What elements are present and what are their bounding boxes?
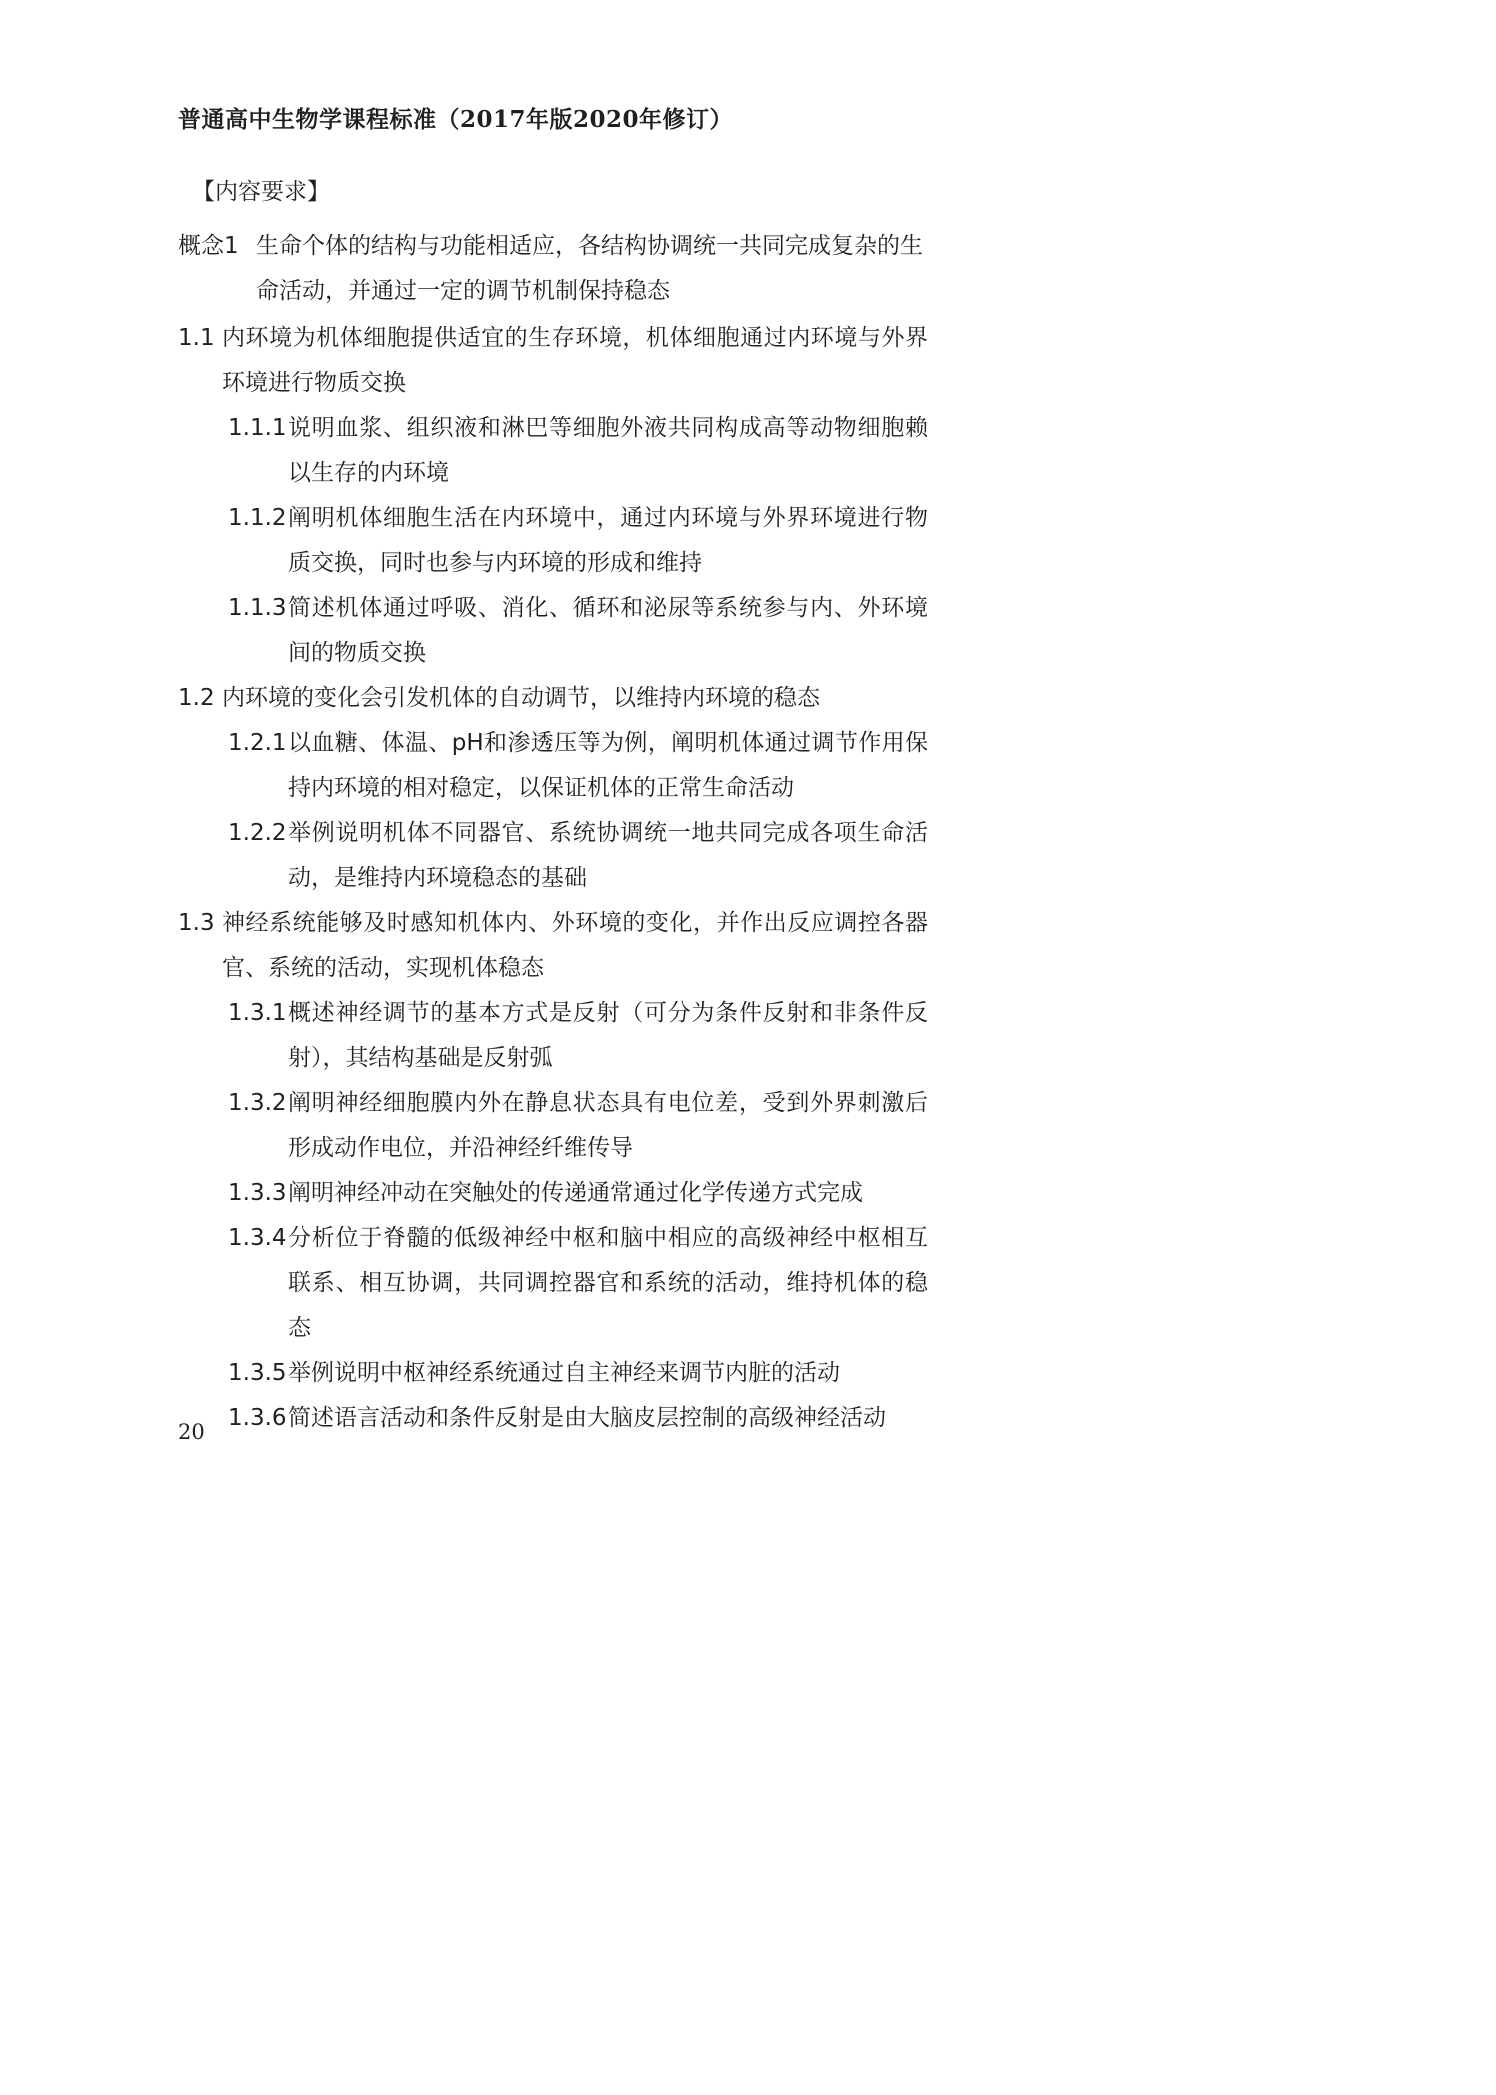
requirement-text: 以血糖、体温、pH和渗透压等为例，阐明机体通过调节作用保持内环境的相对稳定，以保证机体的正常生命活动 [288,730,928,801]
requirement-number: 1.3.4 [228,1225,287,1251]
requirement-number: 1.1.3 [228,595,287,621]
requirement-1-2 [178,676,928,721]
requirement-text: 举例说明机体不同器官、系统协调统一地共同完成各项生命活动，是维持内环境稳态的基础 [288,820,928,891]
requirement-text: 分析位于脊髓的低级神经中枢和脑中相应的高级神经中枢相互联系、相互协调，共同调控器官和系统的活动，维持机体的稳态 [288,1225,928,1341]
requirement-number: 1.3.5 [228,1360,287,1386]
concept-heading [178,224,928,314]
requirement-number: 1.2.1 [228,730,287,756]
requirement-number: 1.2 [178,685,215,711]
requirement-1-3 [178,901,928,991]
requirement-1-3-5 [178,1351,928,1396]
requirement-1-3-6 [178,1396,928,1441]
requirement-text: 阐明神经冲动在突触处的传递通常通过化学传递方式完成 [288,1180,863,1206]
requirement-number: 1.1.2 [228,505,287,531]
requirement-1-3-2 [178,1081,928,1171]
requirement-1-3-4 [178,1216,928,1351]
requirement-text: 阐明机体细胞生活在内环境中，通过内环境与外界环境进行物质交换，同时也参与内环境的形成和维持 [288,505,928,576]
requirement-number: 1.3 [178,910,215,936]
requirement-number: 1.1.1 [228,415,287,441]
requirement-text: 举例说明中枢神经系统通过自主神经来调节内脏的活动 [288,1360,840,1386]
requirement-text: 内环境的变化会引发机体的自动调节，以维持内环境的稳态 [222,685,820,711]
running-header: 普通高中生物学课程标准（2017年版2020年修订） [178,106,734,133]
requirement-1-1-2 [178,496,928,586]
requirement-text: 内环境为机体细胞提供适宜的生存环境，机体细胞通过内环境与外界环境进行物质交换 [222,325,928,396]
requirement-number: 1.2.2 [228,820,287,846]
requirement-1-1 [178,316,928,406]
requirement-number: 1.1 [178,325,215,351]
requirement-number: 1.3.6 [228,1405,287,1431]
requirement-number: 1.3.3 [228,1180,287,1206]
requirement-number: 1.3.1 [228,1000,287,1026]
requirement-text: 简述语言活动和条件反射是由大脑皮层控制的高级神经活动 [288,1405,886,1431]
requirement-text: 阐明神经细胞膜内外在静息状态具有电位差，受到外界刺激后形成动作电位，并沿神经纤维传导 [288,1090,928,1161]
page-number: 20 [178,1420,205,1444]
section-heading: 【内容要求】 [192,179,330,205]
content-requirements [178,170,928,1441]
requirement-text: 简述机体通过呼吸、消化、循环和泌尿等系统参与内、外环境间的物质交换 [288,595,928,666]
requirement-number: 1.3.2 [228,1090,287,1116]
concept-number: 概念1 [178,233,239,259]
requirement-1-3-3 [178,1171,928,1216]
requirement-1-1-1 [178,406,928,496]
requirement-text: 概述神经调节的基本方式是反射（可分为条件反射和非条件反射），其结构基础是反射弧 [288,1000,928,1071]
requirement-text: 神经系统能够及时感知机体内、外环境的变化，并作出反应调控各器官、系统的活动，实现机体稳态 [222,910,928,981]
requirement-1-2-2 [178,811,928,901]
requirement-1-1-3 [178,586,928,676]
concept-text: 生命个体的结构与功能相适应，各结构协调统一共同完成复杂的生命活动，并通过一定的调节机制保持稳态 [256,233,923,304]
requirement-text: 说明血浆、组织液和淋巴等细胞外液共同构成高等动物细胞赖以生存的内环境 [288,415,928,486]
requirement-1-3-1 [178,991,928,1081]
requirement-1-2-1 [178,721,928,811]
